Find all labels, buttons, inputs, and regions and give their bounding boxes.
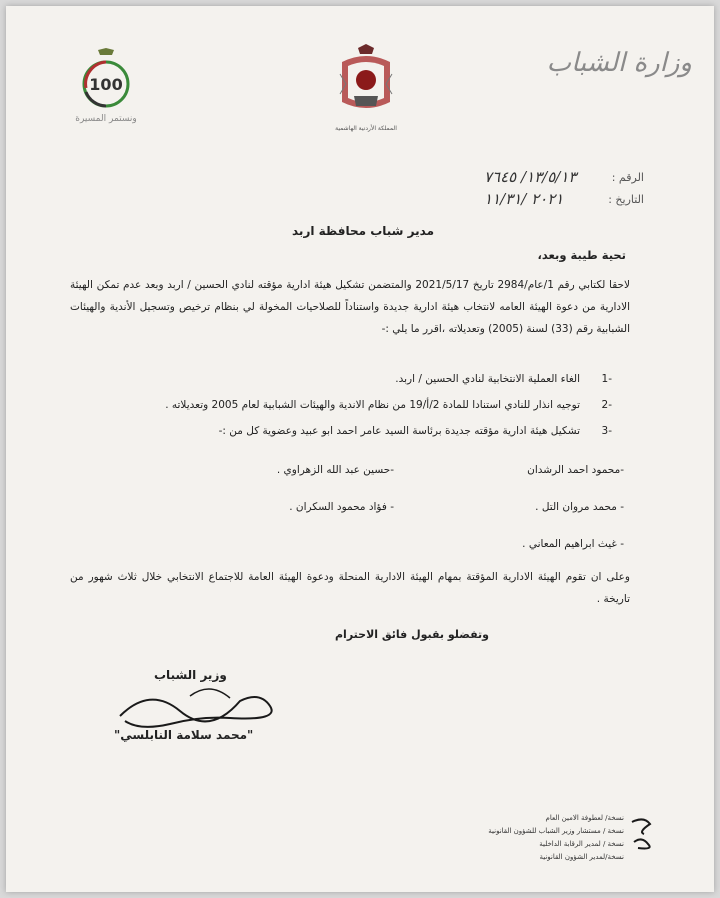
decision-list	[72, 366, 612, 444]
paragraph-2: وعلى ان تقوم الهيئة الادارية المؤقتة بمهام الهيئة الادارية المنحلة ودعوة الهيئة العامة للاجتماع الانتخابي خلال ثلاث شهور من تاريخة .	[70, 571, 630, 605]
centenary-icon	[76, 48, 136, 112]
addressee: مدير شباب محافظة اربد	[292, 224, 434, 238]
ref-number-label: الرقم :	[611, 170, 644, 184]
ref-number-value: ١٣/٥/١٣/ ٧٦٤٥	[484, 168, 577, 186]
signature-name: "محمد سلامة النابلسي"	[114, 728, 254, 742]
copy-line: نسخة/لمدير الشؤون القانونية	[539, 853, 624, 861]
closing-line: وتفضلو بقبول فائق الاحترام	[334, 628, 489, 641]
member-row	[144, 525, 624, 562]
signature-scribble-icon	[110, 676, 310, 736]
copy-line: نسخة/ لعطوفة الامين العام	[545, 814, 624, 822]
greeting: تحية طيبة وبعد،	[537, 248, 626, 262]
letter-page	[6, 6, 714, 892]
copy-line: نسخة / مستشار وزير الشباب للشؤون القانونية	[488, 827, 624, 835]
copies-list	[488, 812, 624, 864]
member-row	[144, 488, 624, 525]
ref-date-value: ٢٠٢١ /١١/٣١	[484, 190, 564, 208]
list-item: -1 الغاء العملية الانتخابية لنادي الحسين / اربد.	[395, 373, 612, 385]
emblem-caption: المملكة الأردنية الهاشمية	[335, 125, 397, 132]
list-item: -2 توجيه انذار للنادي استنادا للمادة 2/أ/19 من نظام الاندية والهيئات الشبابية لعام 2005 وتعديلاته .	[165, 399, 612, 411]
copy-line: نسخة / لمدير الرقابة الداخلية	[539, 840, 624, 848]
centenary-number: 100	[89, 75, 123, 94]
member-row	[144, 451, 624, 488]
jordan-emblem	[326, 44, 406, 132]
centenary-logo	[61, 48, 151, 124]
member-name: -محمود احمد الرشدان	[527, 463, 624, 476]
ref-date-label: التاريخ :	[608, 192, 644, 206]
paragraph-1: لاحقا لكتابي رقم 1/عام/2984 تاريخ 2021/5/17 والمتضمن تشكيل هيئة ادارية مؤقته لنادي الحسين / اربد وبعد عدم تمكن الهيئة الادارية من دعوة الهيئة العامه لانتخاب هيئة ادارية جديدة واستناداً للصلاحيات المخولة لي بنظام ترخيص وتسجيل الأندية والهيئات الشبابية رقم (33) لسنة (2005) وتعديلاته ،اقرر ما يلي :-	[70, 279, 631, 335]
member-name: -حسين عبد الله الزهراوي .	[276, 463, 394, 476]
member-name: - فؤاد محمود السكران .	[289, 500, 394, 513]
reference-block	[484, 166, 644, 210]
initials-scribble-icon	[624, 814, 664, 854]
member-name: - محمد مروان التل .	[535, 500, 624, 513]
signature-title: وزير الشباب	[154, 668, 227, 682]
list-item: -3 تشكيل هيئة ادارية مؤقته جديدة برئاسة السيد عامر احمد ابو عبيد وعضوية كل من :-	[218, 425, 612, 437]
centenary-caption: ونستمر المسيرة	[75, 114, 137, 124]
members-list	[144, 451, 624, 562]
member-name: - غيث ابراهيم المعاني .	[522, 537, 624, 550]
ministry-logo-text: وزارة الشباب	[546, 48, 692, 78]
coat-of-arms-icon	[336, 44, 396, 119]
